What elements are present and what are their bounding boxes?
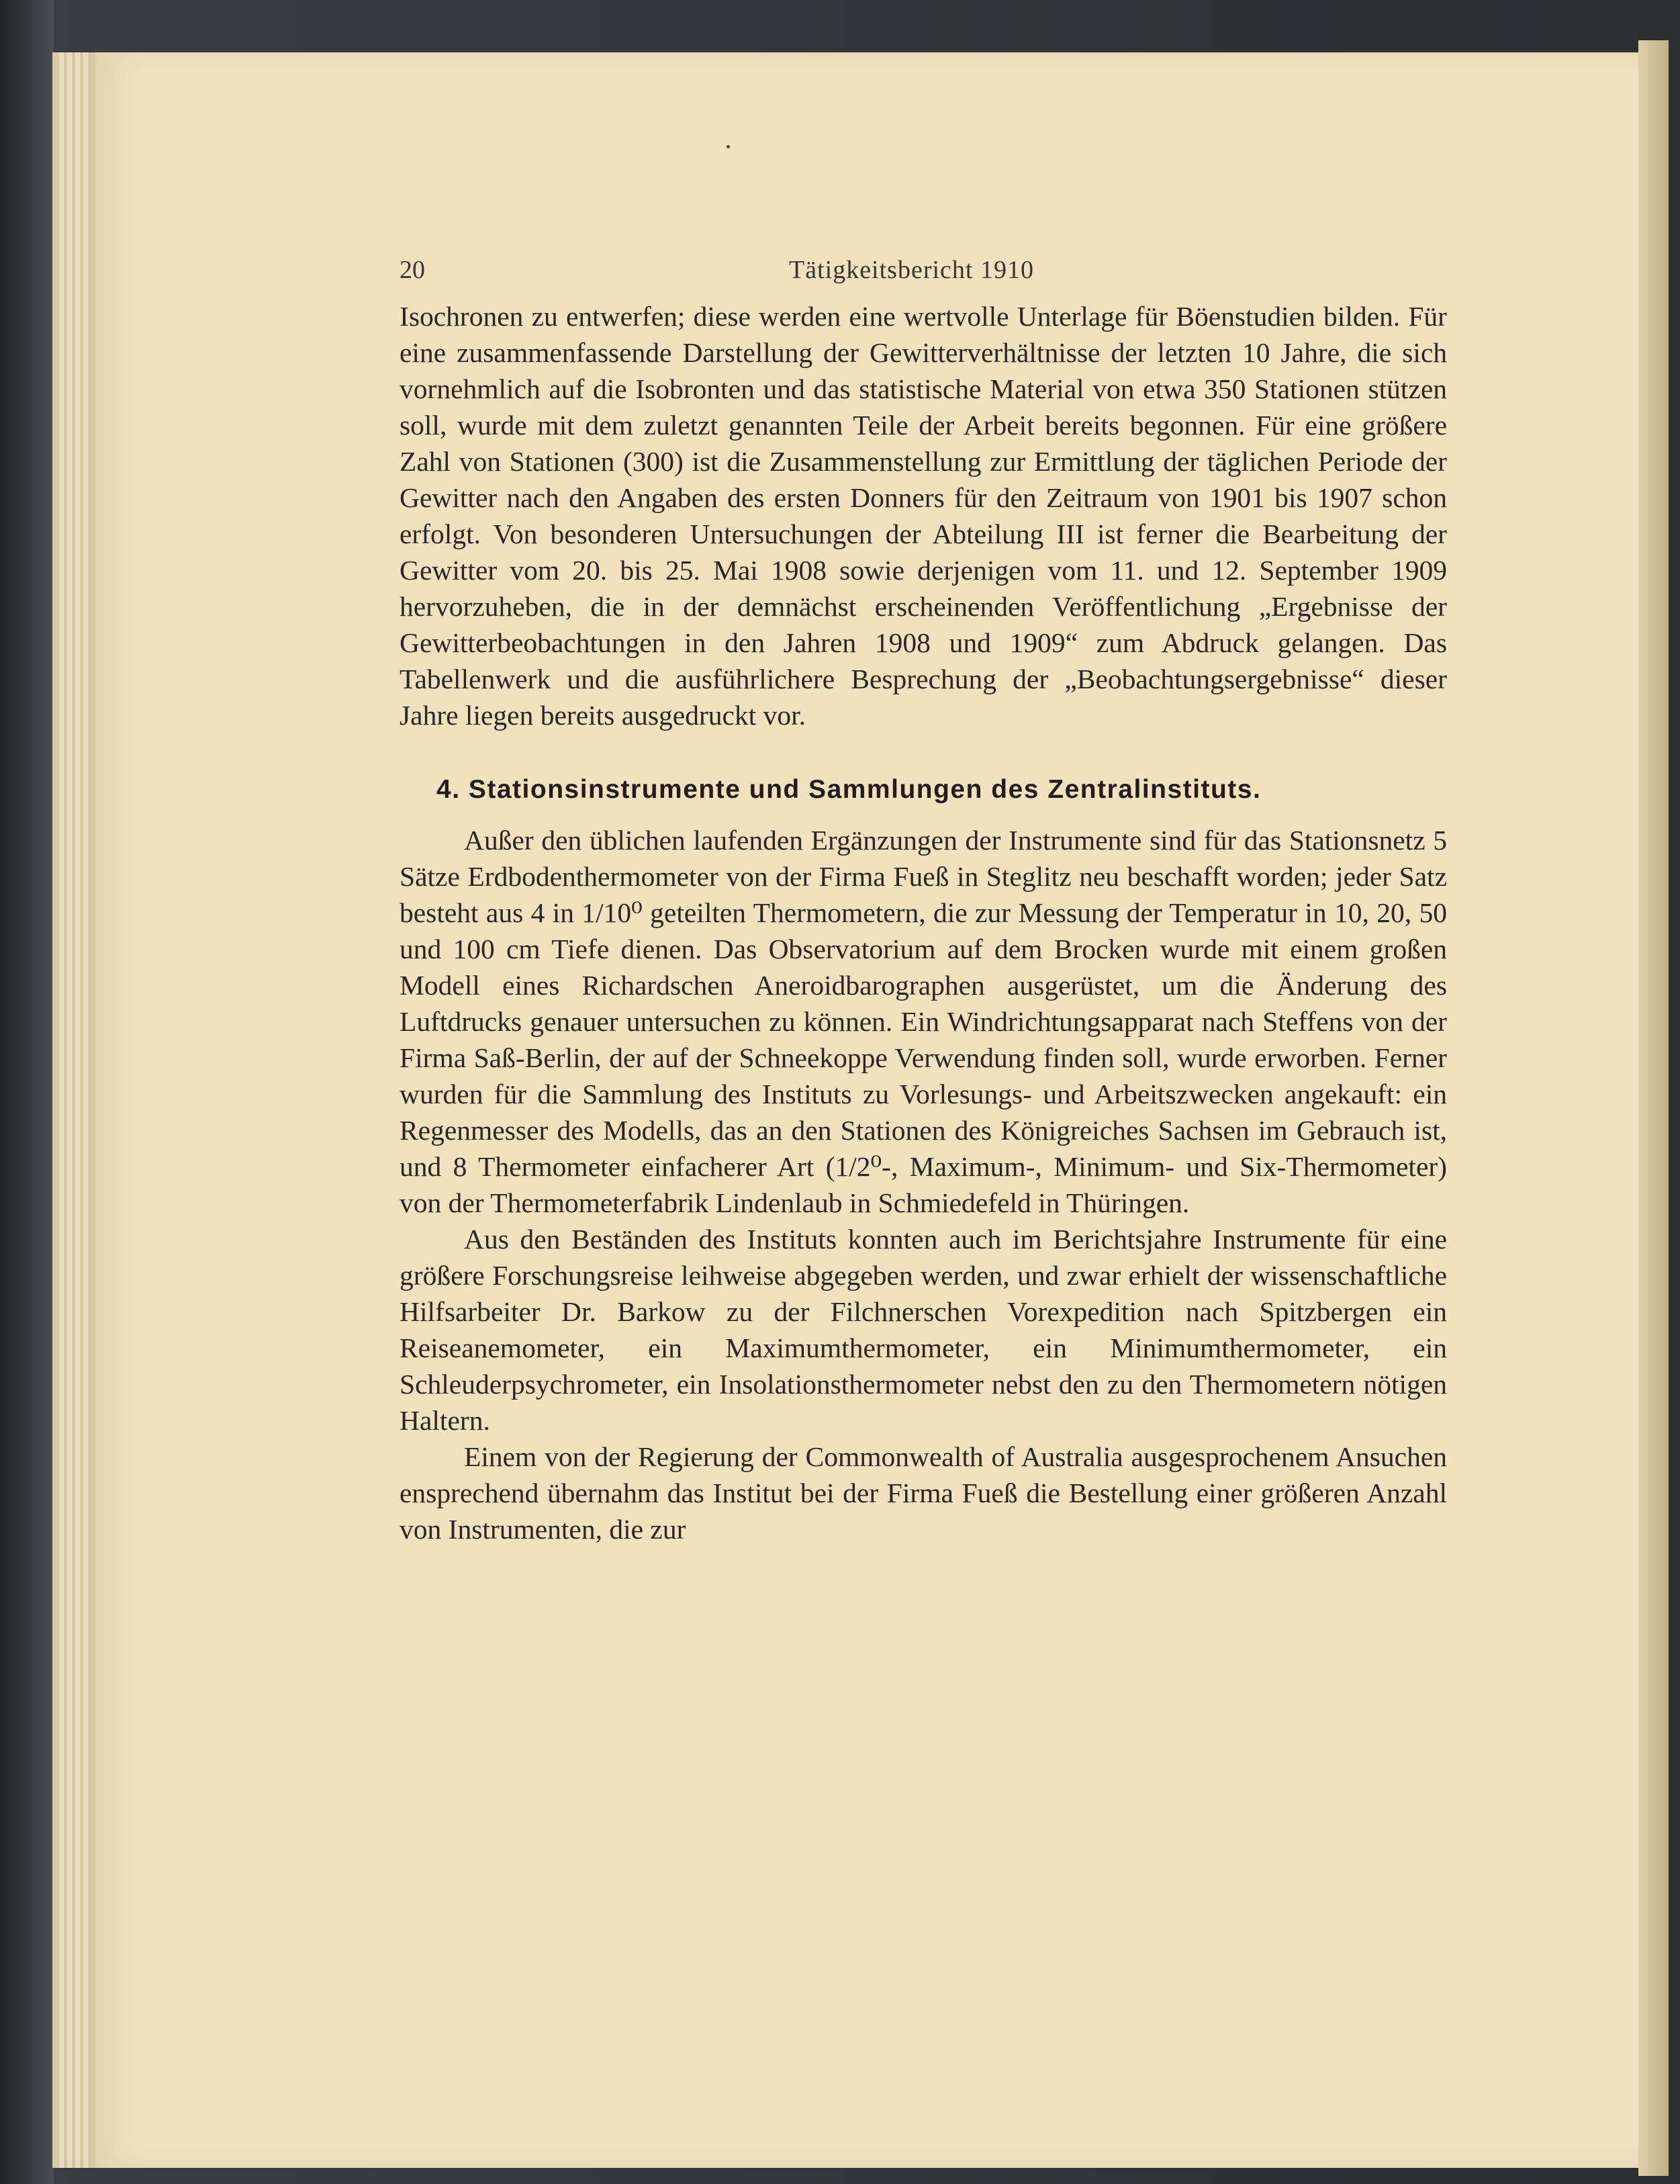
page-number: 20	[400, 256, 425, 284]
running-head	[400, 255, 1447, 295]
page-right-edge	[1638, 40, 1669, 2176]
page-stack-edge	[67, 52, 73, 2168]
section-heading: 4. Stationsinstrumente und Sammlungen des Zentralinstituts.	[436, 775, 1262, 804]
page-stack-edge	[83, 52, 89, 2168]
running-title: Tätigkeitsbericht 1910	[789, 256, 1034, 284]
page-stack-edge	[75, 52, 81, 2168]
paragraph: Einem von der Regierung der Commonwealth of Australia ausgesprochenem Ansuchen ensprechend übernahm das Institut bei der Firma Fueß die Bestellung einer größeren Anzahl von Instrumenten, die zur	[400, 1441, 1447, 1545]
page-content	[400, 255, 1447, 1547]
paragraph: Außer den üblichen laufenden Ergänzungen der Instrumente sind für das Stationsnetz 5 Sätze Erdbodenthermometer von der Firma Fueß in Steglitz neu beschafft worden; jeder Satz besteht aus 4 in 1/10⁰ geteilten Thermometern, die zur Messung der Temperatur in 10, 20, 50 und 100 cm Tiefe dienen. Das Observatorium auf dem Brocken wurde mit einem großen Modell eines Richardschen Aneroidbarographen ausgerüstet, um die Änderung des Luftdrucks genauer untersuchen zu können. Ein Windrichtungsapparat nach Steffens von der Firma Saß-Berlin, der auf der Schneekoppe Verwendung finden soll, wurde erworben. Ferner wurden für die Sammlung des Instituts zu Vorlesungs- und Arbeitszwecken angekauft: ein Regenmesser des Modells, das an den Stationen des Königreiches Sachsen im Gebrauch ist, und 8 Thermometer einfacherer Art (1/2⁰-, Maximum-, Minimum- und Six-Thermometer) von der Thermometerfabrik Lindenlaub in Schmiedefeld in Thüringen.	[400, 825, 1447, 1218]
page-stack-edge	[59, 52, 65, 2168]
book-spine-edge	[0, 0, 54, 2184]
ink-speck	[727, 145, 730, 148]
paragraph: Isochronen zu entwerfen; diese werden eine wertvolle Unterlage für Böenstudien bilden. Für eine zusammenfassende Darstellung der Gewitterverhältnisse der letzten 10 Jahre, die sich vornehmlich auf die Isobronten und das statistische Material von etwa 350 Stationen stützen soll, wurde mit dem zuletzt genannten Teile der Arbeit bereits begonnen. Für eine größere Zahl von Stationen (300) ist die Zusammenstellung zur Ermittlung der täglichen Periode der Gewitter nach den Angaben des ersten Donners für den Zeitraum von 1901 bis 1907 schon erfolgt. Von besonderen Untersuchungen der Abteilung III ist ferner die Bearbeitung der Gewitter vom 20. bis 25. Mai 1908 sowie derjenigen vom 11. und 12. September 1909 hervorzuheben, die in der demnächst erscheinenden Veröffentlichung „Ergebnisse der Gewitterbeobachtungen in den Jahren 1908 und 1909“ zum Abdruck gelangen. Das Tabellenwerk und die ausführlichere Besprechung der „Beobachtungsergebnisse“ dieser Jahre liegen bereits ausgedruckt vor.	[400, 301, 1447, 731]
paragraph: Aus den Beständen des Instituts konnten auch im Berichtsjahre Instrumente für eine größere Forschungsreise leihweise abgegeben werden, und zwar erhielt der wissenschaftliche Hilfsarbeiter Dr. Barkow zu der Filchnerschen Vorexpedition nach Spitzbergen ein Reiseanemometer, ein Maximumthermometer, ein Minimumthermometer, ein Schleuderpsychrometer, ein Insolationsthermometer nebst den zu den Thermometern nötigen Haltern.	[400, 1224, 1447, 1436]
